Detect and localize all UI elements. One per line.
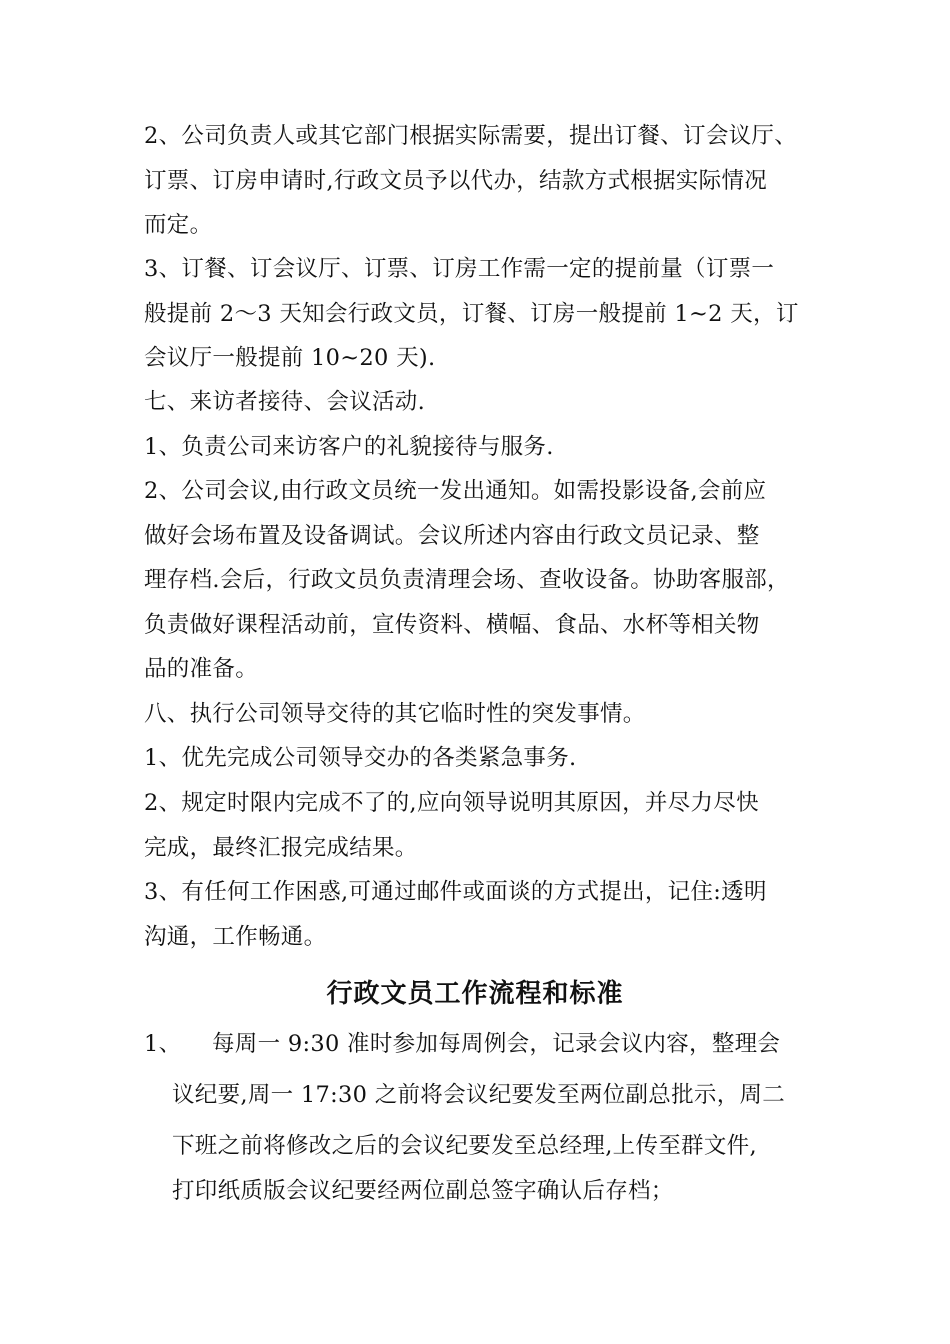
text-line: 每周一 9:30 准时参加每周例会，记录会议内容，整理会 [212, 1031, 781, 1057]
text-line: 负责做好课程活动前，宣传资料、横幅、食品、水杯等相关物 [144, 611, 760, 638]
text-line: 1、优先完成公司领导交办的各类紧急事务. [144, 745, 577, 771]
numbered-item-weekly-meeting [144, 1019, 824, 1210]
item-number: 1、 [144, 1031, 182, 1057]
text-line: 2、公司负责人或其它部门根据实际需要，提出订餐、订会议厅、 [144, 123, 798, 149]
text-line: 八、执行公司领导交待的其它临时性的突发事情。 [144, 701, 646, 727]
text-line: 理存档.会后，行政文员负责清理会场、查收设备。协助客服部， [144, 567, 790, 593]
paragraph-deadline-reporting [144, 781, 824, 870]
text-line: 般提前 2～3 天知会行政文员，订餐、订房一般提前 1~2 天，订 [144, 300, 799, 327]
text-line: 订票、订房申请时,行政文员予以代办，结款方式根据实际情况 [144, 167, 768, 194]
paragraph-advance-notice [144, 247, 824, 381]
text-line: 3、订餐、订会议厅、订票、订房工作需一定的提前量（订票一 [144, 256, 775, 282]
text-line: 沟通，工作畅通。 [144, 923, 327, 950]
text-line: 打印纸质版会议纪要经两位副总签字确认后存档； [172, 1178, 674, 1204]
text-line: 1、负责公司来访客户的礼貌接待与服务. [144, 434, 554, 460]
heading-visitor-reception [144, 380, 824, 425]
text-line: 做好会场布置及设备调试。会议所述内容由行政文员记录、整 [144, 522, 760, 549]
paragraph-meeting-arrangements [144, 469, 824, 692]
paragraph-booking-requests [144, 114, 824, 248]
text-line: 2、公司会议,由行政文员统一发出通知。如需投影设备,会前应 [144, 478, 767, 504]
text-line: 下班之前将修改之后的会议纪要发至总经理,上传至群文件, [172, 1133, 757, 1159]
paragraph-urgent-tasks [144, 736, 824, 781]
text-line: 2、规定时限内完成不了的,应向领导说明其原因，并尽力尽快 [144, 790, 759, 816]
text-line: 七、来访者接待、会议活动. [144, 389, 426, 415]
text-line: 3、有任何工作困惑,可通过邮件或面谈的方式提出，记住:透明 [144, 879, 767, 905]
section-title: 行政文员工作流程和标准 [326, 979, 624, 1009]
text-line: 议纪要,周一 17:30 之前将会议纪要发至两位副总批示，周二 [172, 1082, 786, 1108]
text-line: 完成，最终汇报完成结果。 [144, 834, 418, 861]
paragraph-reception-service [144, 425, 824, 470]
heading-temporary-tasks [144, 692, 824, 737]
text-line: 会议厅一般提前 10~20 天). [144, 345, 436, 371]
paragraph-transparent-communication [144, 870, 824, 959]
text-line: 品的准备。 [144, 656, 259, 682]
text-line: 而定。 [144, 212, 213, 238]
